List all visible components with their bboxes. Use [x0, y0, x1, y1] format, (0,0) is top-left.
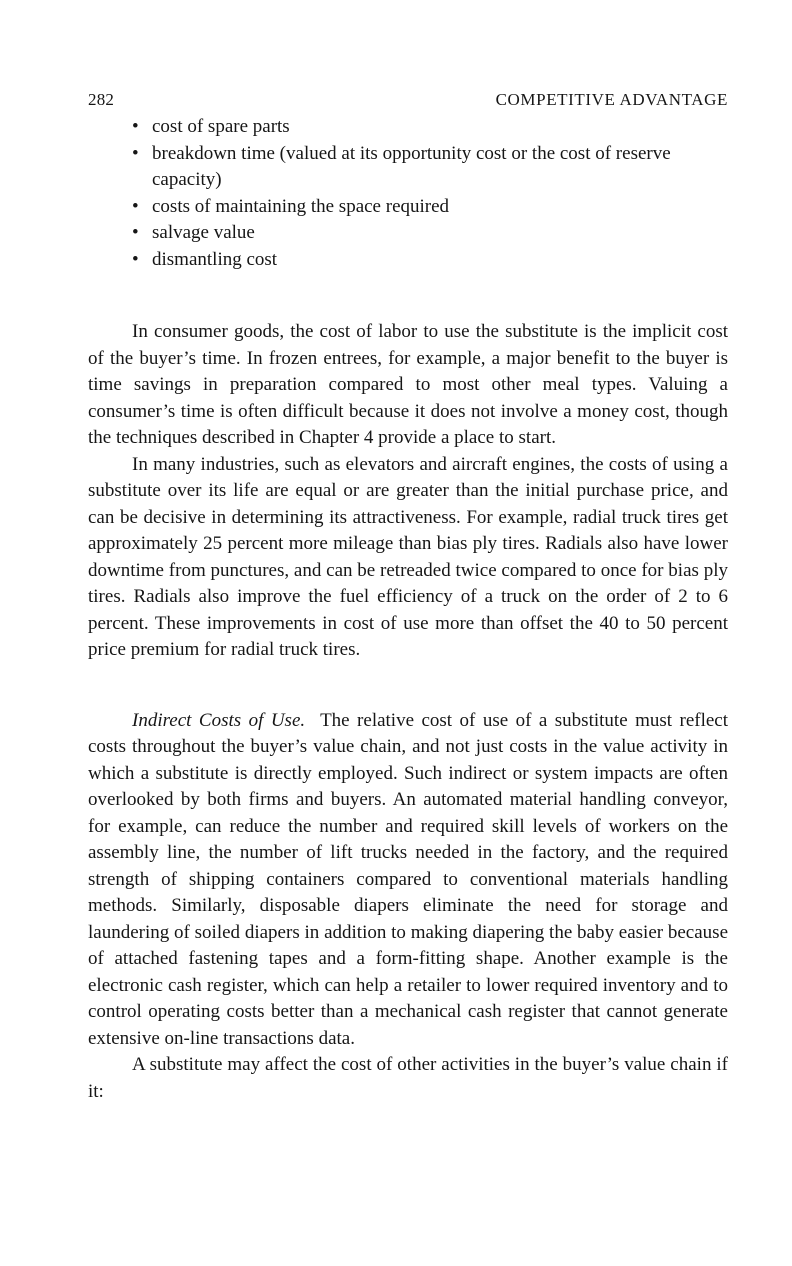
paragraph-consumer-goods: In consumer goods, the cost of labor to use the substitute is the implicit cost of the buyer’s time. In frozen entrees, for example, a major benefit to the buyer is time savings in preparation compared to most other meal types. Valuing a consumer’s time is often difficult because it does not involve a money cost, though the techniques described in Chapter 4 provide a place to start.: [88, 321, 728, 448]
paragraph-value-chain: A substitute may affect the cost of other activities in the buyer’s value chain if it:: [88, 1054, 728, 1102]
list-item: • breakdown time (valued at its opportunity cost or the cost of reserve capacity): [132, 141, 728, 194]
running-title: COMPETITIVE ADVANTAGE: [495, 90, 728, 109]
section-gap: [88, 273, 728, 319]
run-in-heading: Indirect Costs of Use.: [132, 709, 306, 731]
book-page: [88, 88, 728, 1105]
paragraph-cost-of-use: In many industries, such as elevators and aircraft engines, the costs of using a substitute over its life are equal or are greater than the initial purchase price, and can be decisive in determining its attractiveness. For example, radial truck tires get approximately 25 percent more mileage than bias ply tires. Radials also have lower downtime from punctures, and can be retreaded twice compared to once for bias ply tires. Radials also improve the fuel efficiency of a truck on the order of 2 to 6 percent. These improvements in cost of use more than offset the 40 to 50 percent price premium for radial truck tires.: [88, 453, 728, 660]
list-item: • dismantling cost: [132, 247, 728, 274]
cost-bullet-list: [88, 114, 728, 273]
list-item: • salvage value: [132, 220, 728, 247]
list-item: • costs of maintaining the space required: [132, 194, 728, 221]
list-item: • cost of spare parts: [132, 114, 728, 141]
running-head: [88, 88, 728, 114]
paragraph-indirect-costs: [88, 708, 728, 1053]
section-gap: [88, 664, 728, 708]
paragraph-body: The relative cost of use of a substitute must reflect costs throughout the buyer’s value chain, and not just costs in the value activity in which a substitute is directly employed. Such indirect or system impacts are often overlooked by both firms and buyers. An automated material handling conveyor, for example, can reduce the number and required skill levels of workers on the assembly line, the number of lift trucks needed in the factory, and the required strength of shipping containers compared to conventional materials handling methods. Similarly, disposable diapers eliminate the need for storage and laundering of soiled diapers in addition to making diapering the baby easier because of attached fastening tapes and a form-fitting shape. Another example is the electronic cash register, which can help a retailer to lower required inventory and to control operating costs better than a mechanical cash register that cannot generate extensive on-line transactions data.: [88, 709, 729, 1049]
page-number: 282: [88, 90, 115, 109]
